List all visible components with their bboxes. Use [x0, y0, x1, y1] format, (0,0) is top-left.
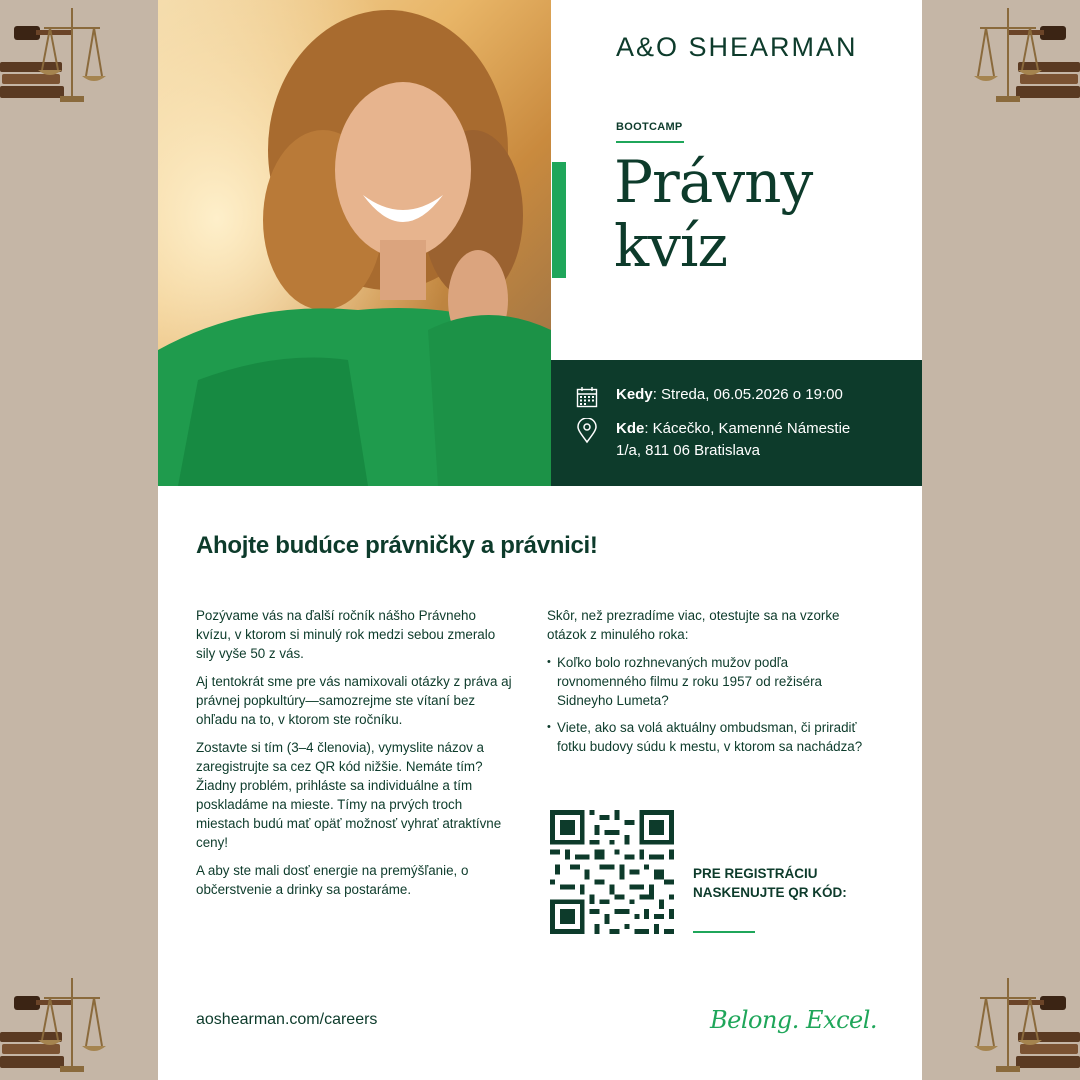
event-date-value: : Streda, 06.05.2026 o 19:00	[652, 386, 843, 403]
paragraph: Zostavte si tím (3–4 členovia), vymyslite názov a zaregistrujte sa cez QR kód nižšie. Nemáte tím? Žiadny problém, prihláste sa individuálne a tím poskladáme na mieste. Tímy na prvých troch miestach budú mať opäť možnosť vyhrať atraktívne ceny!	[196, 740, 502, 850]
accent-bar	[552, 162, 566, 278]
event-poster	[158, 0, 922, 1080]
event-date-row	[576, 384, 876, 410]
questions-intro: Skôr, než prezradíme viac, otestujte sa na vzorke otázok z minulého roka:	[547, 608, 840, 642]
scales-of-justice-decoration	[0, 0, 150, 110]
event-tag: BOOTCAMP	[616, 121, 683, 133]
question-item: • Koľko bolo rozhnevaných mužov podľa rovnomenného filmu z roku 1957 od režiséra Sidneyho Lumeta?	[547, 653, 877, 710]
tag-divider	[616, 141, 684, 143]
brand-logo: A&O SHEARMAN	[616, 32, 858, 62]
qr-instructions: PRE REGISTRÁCIU NASKENUJTE QR KÓD:	[693, 866, 847, 900]
paragraph: Pozývame vás na ďalší ročník nášho Právneho kvízu, v ktorom si minulý rok medzi sebou zmeralo sily vyše 50 z vás.	[196, 608, 496, 661]
question-item: • Viete, ako sa volá aktuálny ombudsman, či priradiť fotku budovy súdu k mestu, v ktorom sa nachádza?	[547, 718, 877, 756]
brand-slogan: Belong. Excel.	[710, 1006, 878, 1034]
event-title	[614, 150, 812, 278]
event-location-row	[576, 418, 876, 462]
paragraph: A aby ste mali dosť energie na premýšľanie, o občerstvenie a drinky sa postaráme.	[196, 863, 469, 897]
event-info-box	[551, 360, 922, 486]
greeting-heading: Ahojte budúce právničky a právnici!	[196, 532, 598, 559]
event-title-line2: kvíz	[614, 212, 728, 280]
registration-qr-code[interactable]	[550, 810, 674, 934]
scales-of-justice-decoration	[0, 970, 150, 1080]
sample-questions	[547, 606, 877, 764]
event-location-value: : Kácečko, Kamenné Námestie 1/a, 811 06 Bratislava	[616, 420, 851, 459]
hero-photo	[158, 0, 551, 486]
scales-of-justice-decoration	[930, 970, 1080, 1080]
scales-of-justice-decoration	[930, 0, 1080, 110]
event-date-text	[616, 384, 876, 406]
careers-link[interactable]: aoshearman.com/careers	[196, 1011, 378, 1028]
qr-divider	[693, 931, 755, 933]
event-title-line1: Právny	[614, 148, 813, 216]
questions-list	[547, 653, 877, 756]
location-pin-icon	[576, 418, 598, 444]
paragraph: Aj tentokrát sme pre vás namixovali otázky z práva aj právnej popkultúry—samozrejme ste vítaní bez ohľadu na to, v ktorom ste ročníku.	[196, 674, 512, 727]
event-location-label: Kde	[616, 420, 645, 437]
event-date-label: Kedy	[616, 386, 653, 403]
invitation-text	[196, 606, 512, 908]
calendar-icon	[576, 384, 598, 410]
event-location-text	[616, 418, 876, 462]
